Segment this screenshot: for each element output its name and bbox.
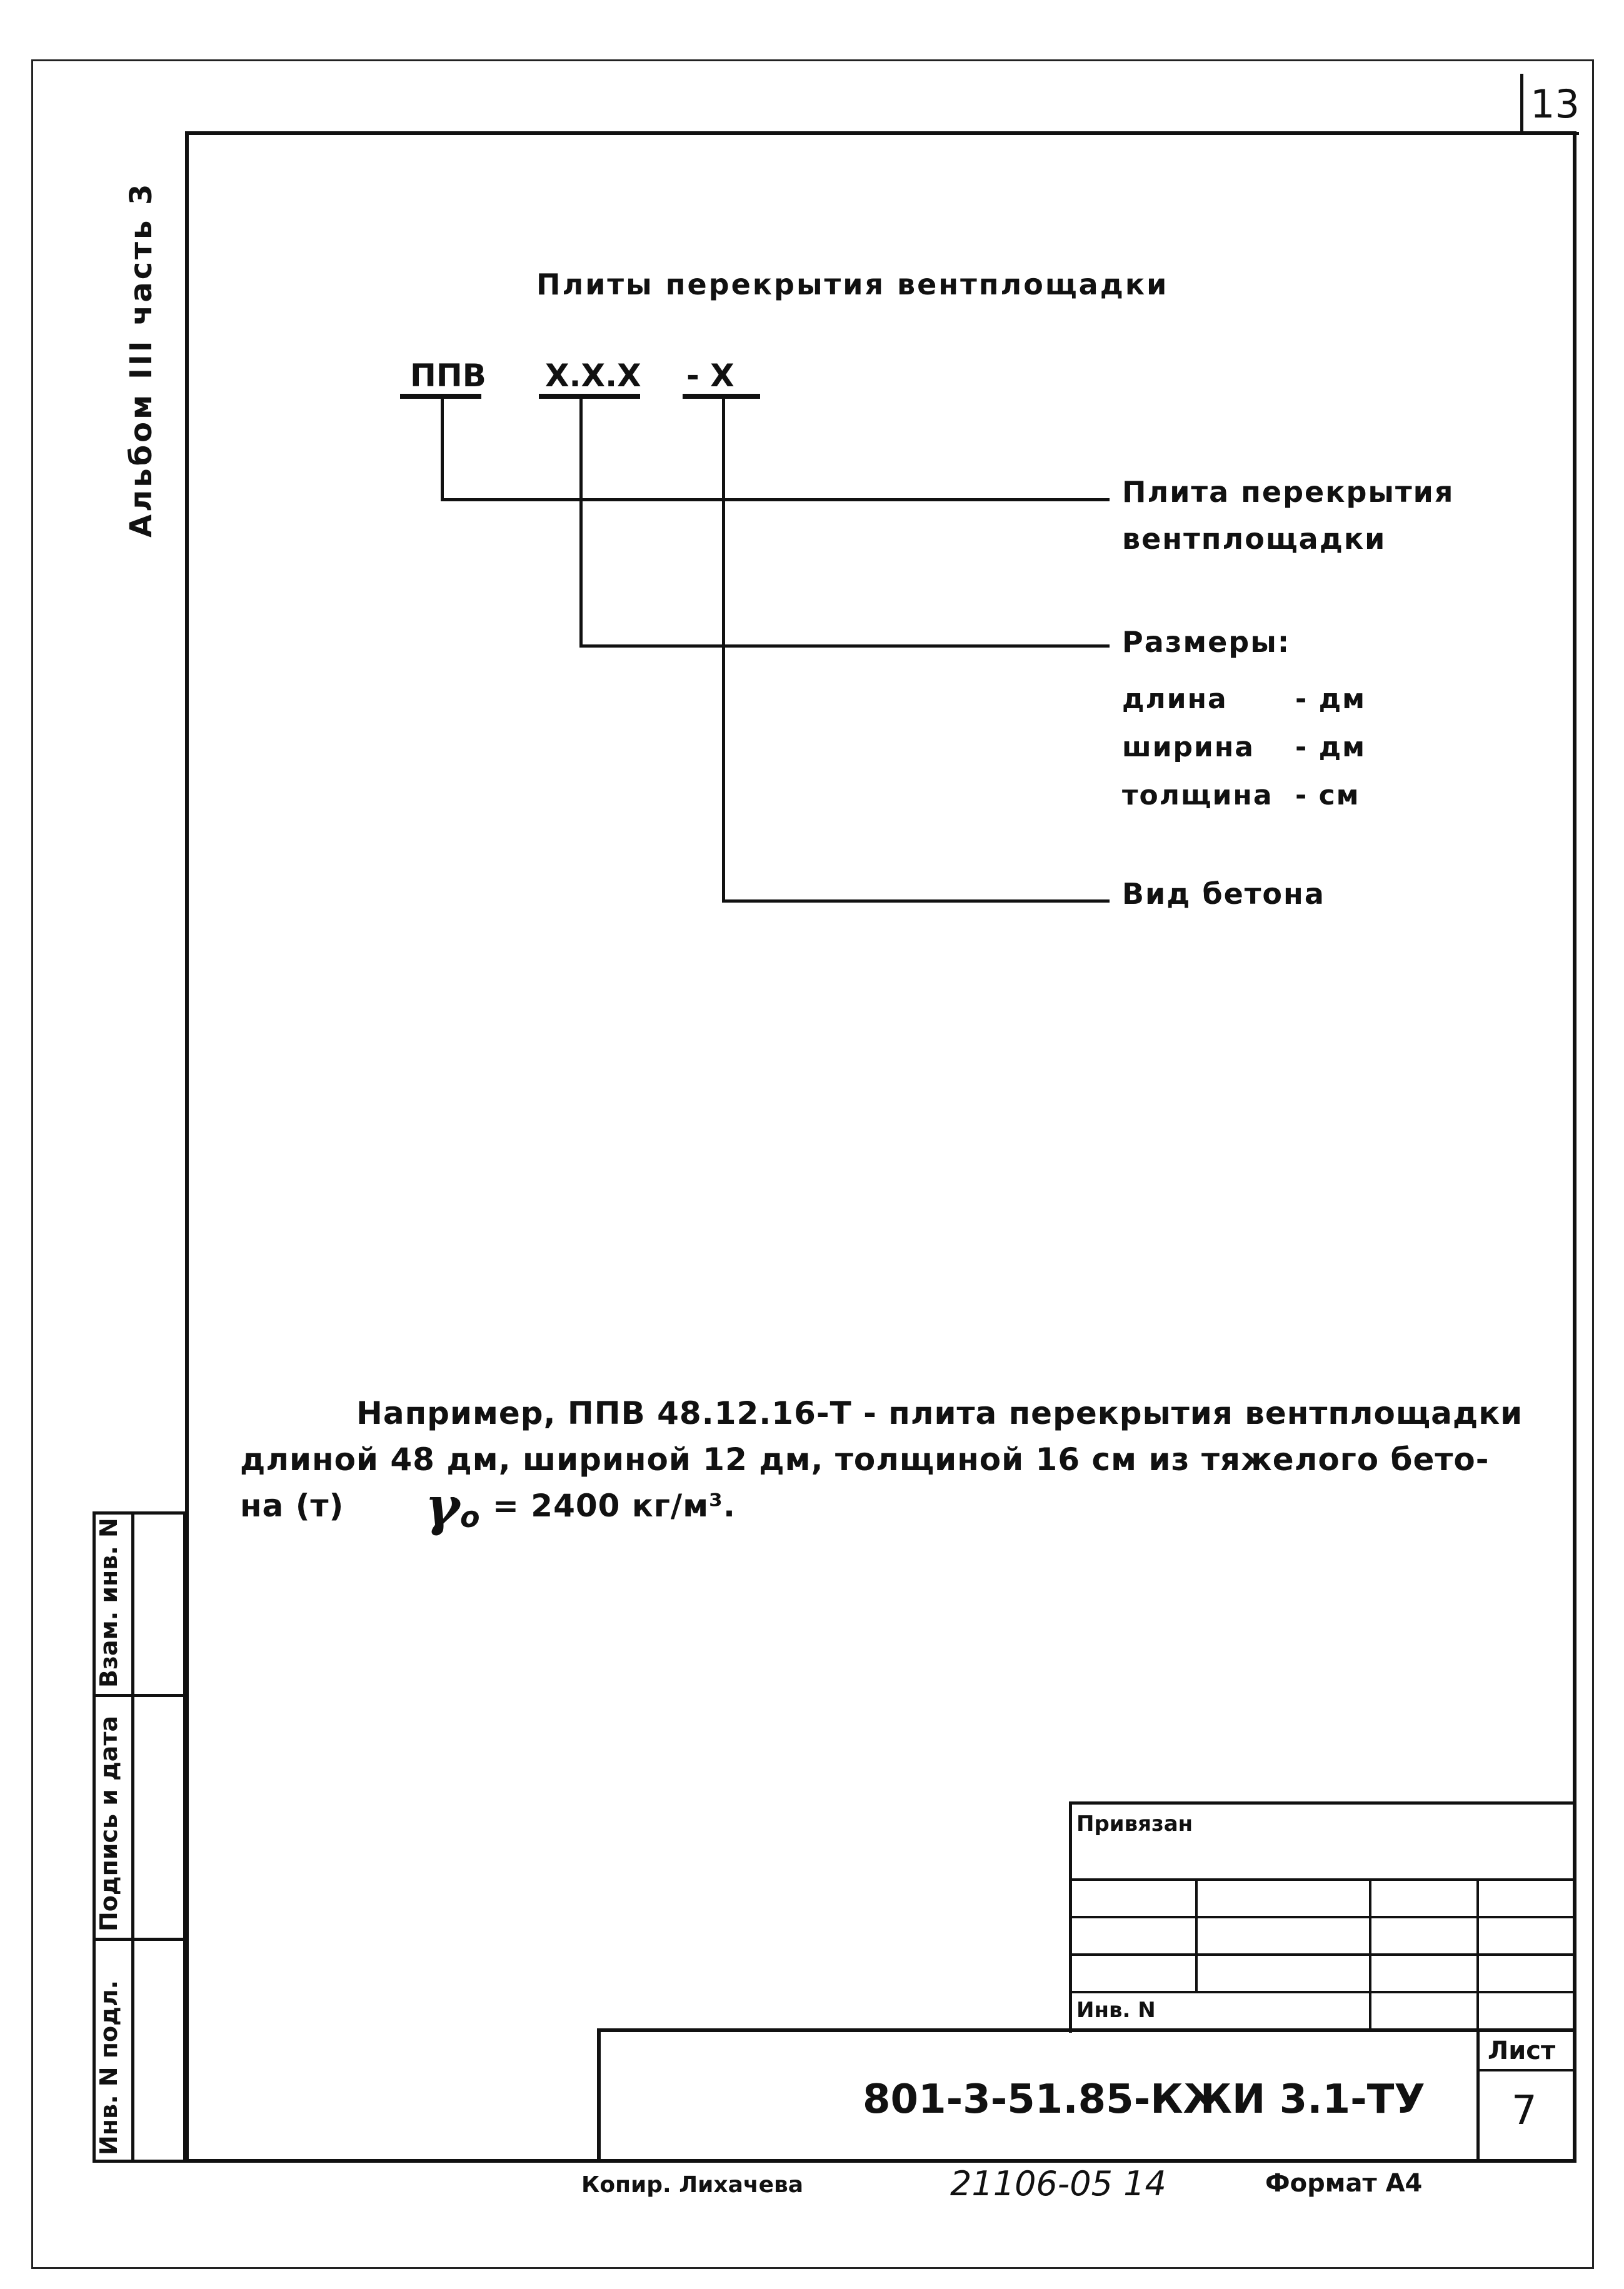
tb-col-line-1: [1195, 1878, 1198, 1991]
side-album-title: Альбом III часть 3: [124, 181, 159, 538]
tb-col-line-3: [1476, 1878, 1479, 2031]
legend-plate-line2: вентплощадки: [1122, 522, 1386, 556]
privyazan-label: Привязан: [1076, 1811, 1193, 1836]
legend-concrete-type: Вид бетона: [1122, 877, 1325, 911]
tb-row-line-3: [1069, 1953, 1576, 1956]
sheet-number: 7: [1511, 2088, 1537, 2134]
page-number: 13: [1530, 81, 1580, 127]
left-strip-vertical-divider: [131, 1511, 134, 2163]
legend-plate-line1: Плита перекрытия: [1122, 475, 1455, 509]
left-strip-divider-1: [93, 1694, 186, 1697]
left-strip-inv-podl: Инв. N подл.: [95, 1980, 123, 2155]
legend-dim-thickness-unit: - см: [1295, 779, 1360, 811]
footer-format: Формат А4: [1265, 2169, 1423, 2198]
sheet-label: Лист: [1488, 2036, 1556, 2065]
legend-dimensions-title: Размеры:: [1122, 625, 1291, 659]
leader-dims-vertical: [579, 396, 583, 648]
leader-dims-horizontal: [579, 644, 1110, 648]
code-part-ppv: ППВ: [410, 358, 486, 394]
legend-dim-thickness: толщина: [1122, 779, 1273, 811]
leader-concrete-horizontal: [722, 899, 1110, 903]
example-line3-start: на (т): [240, 1488, 344, 1524]
example-line1: Например, ППВ 48.12.16-Т - плита перекрытия вентплощадки: [356, 1395, 1523, 1431]
leader-ppv-vertical: [441, 396, 444, 501]
gamma-symbol: γ: [425, 1475, 460, 1537]
underline-concrete: [683, 394, 760, 399]
left-strip-vzam-inv: Взам. инв. N: [95, 1518, 123, 1688]
code-part-concrete: - Х: [686, 358, 734, 394]
leader-concrete-vertical: [722, 396, 725, 903]
legend-dim-length-unit: - дм: [1295, 683, 1366, 715]
legend-dim-length: длина: [1122, 683, 1228, 715]
legend-dim-width: ширина: [1122, 731, 1255, 763]
tb-row-line-4: [1069, 1991, 1576, 1993]
gamma-subscript: o: [460, 1500, 480, 1534]
example-line2: длиной 48 дм, шириной 12 дм, толщиной 16 см из тяжелого бето-: [240, 1441, 1490, 1478]
tb-row-line-2: [1069, 1916, 1576, 1918]
example-line3-end: = 2400 кг/м³.: [493, 1488, 736, 1524]
left-strip-signature-date: Подпись и дата: [95, 1715, 123, 1931]
underline-dims: [539, 394, 640, 399]
tb-row-line-1: [1069, 1878, 1576, 1881]
footer-order-number: 21106-05 14: [950, 2164, 1166, 2203]
heading: Плиты перекрытия вентплощадки: [536, 268, 1169, 301]
footer-copier: Копир. Лихачева: [581, 2172, 804, 2198]
inv-label: Инв. N: [1076, 1998, 1156, 2023]
tb-sheet-col: [1476, 2028, 1480, 2163]
tb-col-line-2: [1369, 1878, 1371, 2031]
leader-ppv-horizontal: [441, 498, 1110, 501]
doc-code: 801-3-51.85-КЖИ 3.1-ТУ: [863, 2076, 1425, 2123]
left-strip-divider-2: [93, 1938, 186, 1941]
code-part-dims: Х.Х.Х: [545, 358, 641, 394]
tb-sheet-row: [1476, 2069, 1576, 2071]
legend-dim-width-unit: - дм: [1295, 731, 1366, 763]
